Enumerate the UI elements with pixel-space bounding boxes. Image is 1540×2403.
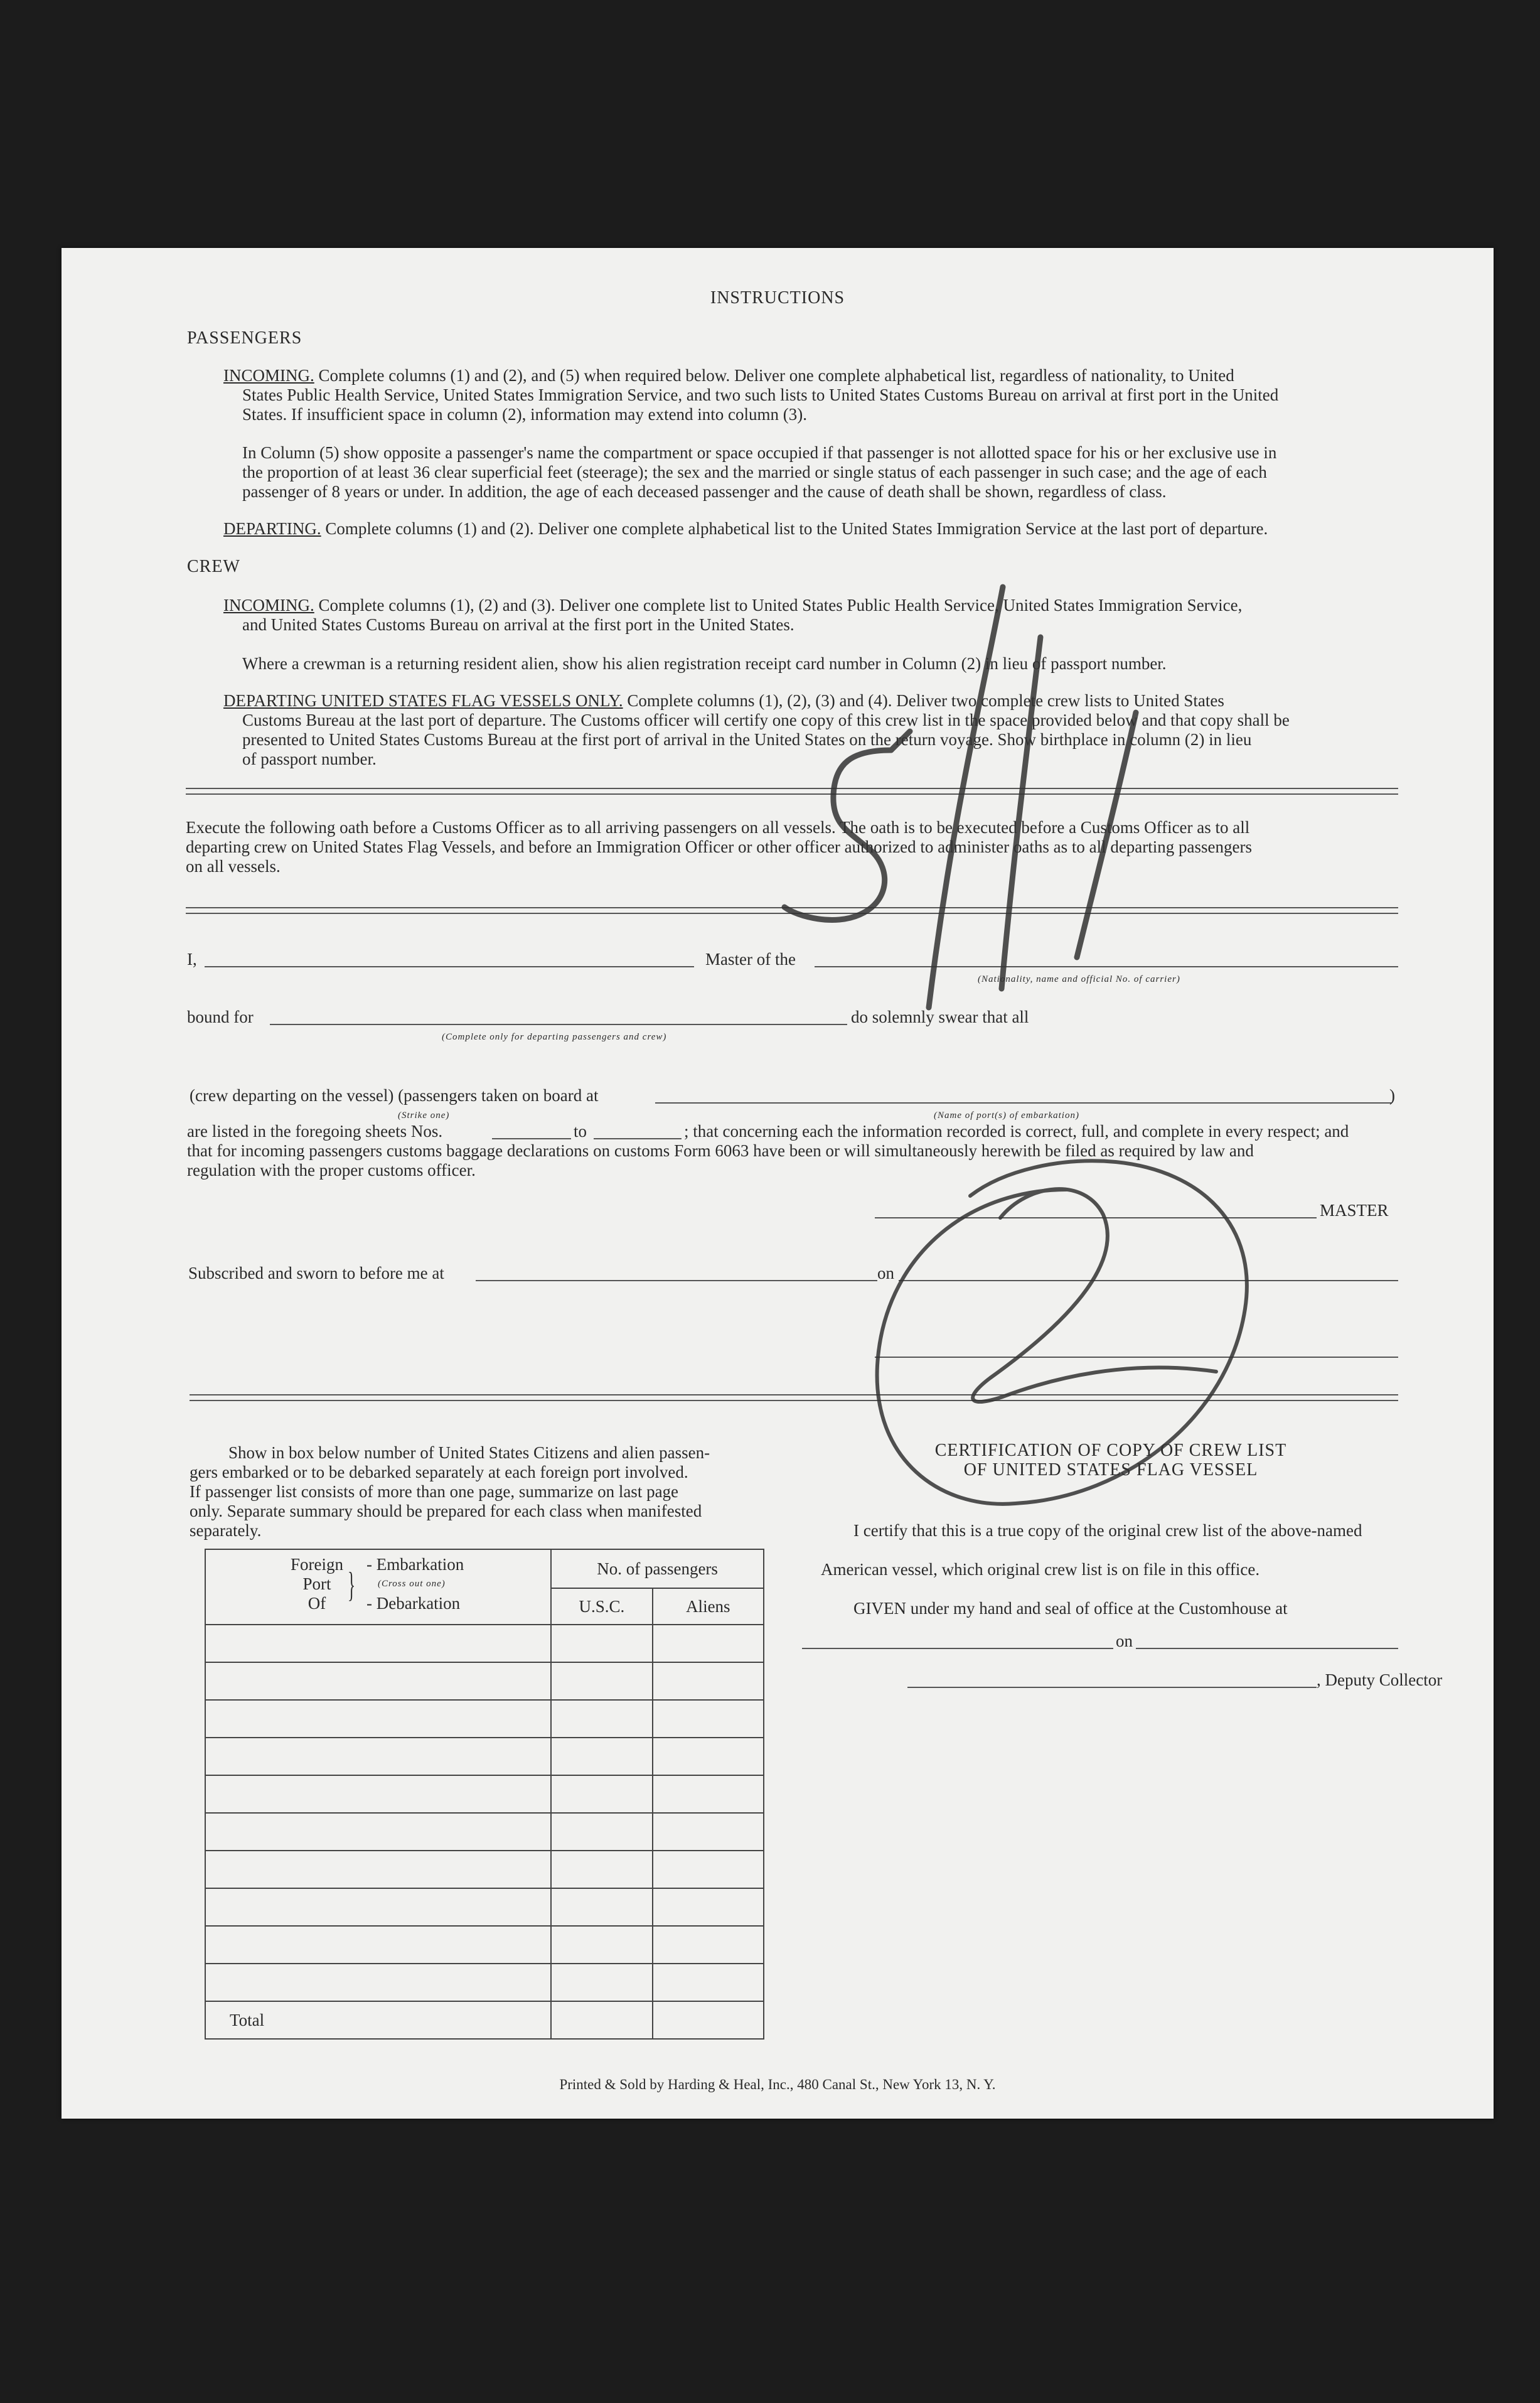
crew-flag-line-3: presented to United States Customs Bureau at the first port of arrival in the United States on the return voyage. Show birthplace in column (2) in lieu: [242, 730, 1252, 749]
certification-title-2: OF UNITED STATES FLAG VESSEL: [963, 1460, 1258, 1480]
port-caption: (Name of port(s) of embarkation): [934, 1110, 1079, 1121]
aliens-header: Aliens: [653, 1588, 764, 1625]
usc-header: U.S.C.: [551, 1588, 652, 1625]
passengers-incoming-line-3: States. If insufficient space in column (2), information may extend into column (3).: [242, 405, 808, 424]
handwriting-overlay: [61, 248, 1494, 2119]
summary-line-4: only. Separate summary should be prepared for each class when manifested: [190, 1502, 702, 1520]
to-label: to: [574, 1122, 587, 1141]
embarkation-option[interactable]: - Embarkation: [366, 1555, 464, 1574]
printer-footer: Printed & Sold by Harding & Heal, Inc., 480 Canal St., New York 13, N. Y.: [559, 2077, 996, 2092]
crew-flag-label: DEPARTING UNITED STATES FLAG VESSELS ONLY.: [223, 691, 623, 710]
cross-out-caption: (Cross out one): [378, 1579, 446, 1589]
bound-for-label: bound for: [187, 1008, 254, 1026]
certification-on-label: on: [1116, 1632, 1133, 1650]
regulation-line: regulation with the proper customs officer.: [187, 1161, 476, 1180]
foreign-label: Foreign: [291, 1555, 343, 1574]
baggage-line: that for incoming passengers customs baggage declarations on customs Form 6063 have been or will simultaneously herewith be filed as required by law and: [187, 1141, 1254, 1160]
port-label: Port: [302, 1574, 331, 1593]
strike-caption: (Strike one): [398, 1110, 450, 1121]
certification-line-3: GIVEN under my hand and seal of office at the Customhouse at: [853, 1599, 1288, 1618]
crew-incoming-line-2: and United States Customs Bureau on arrival at the first port in the United States.: [242, 615, 794, 634]
certification-line-2: American vessel, which original crew list is on file in this office.: [821, 1560, 1260, 1579]
summary-line-2: gers embarked or to be debarked separately at each foreign port involved.: [190, 1463, 688, 1481]
no-of-passengers-header: No. of passengers: [551, 1549, 764, 1588]
bound-for-caption: (Complete only for departing passengers and crew): [442, 1032, 667, 1042]
listed-suffix: ; that concerning each the information recorded is correct, full, and complete in every respect; and: [684, 1122, 1349, 1141]
sheet-number-text: 5/11: [806, 995, 807, 996]
of-label: Of: [307, 1594, 326, 1613]
oath-instruction-line-1: Execute the following oath before a Customs Officer as to all arriving passengers on all vessels. The oath is to be executed before a Customs Officer as to all: [186, 818, 1250, 837]
brace-icon: }: [348, 1566, 356, 1605]
passengers-incoming-line-1: INCOMING. Complete columns (1) and (2), and (5) when required below. Deliver one complete alphabetical list, regardless of nationality, to United: [223, 366, 1234, 385]
summary-line-1: Show in box below number of United States Citizens and alien passen-: [228, 1443, 710, 1462]
listed-prefix: are listed in the foregoing sheets Nos.: [187, 1122, 443, 1141]
subscribed-text: Subscribed and sworn to before me at: [188, 1264, 444, 1282]
column5-line-2: the proportion of at least 36 clear superficial feet (steerage); the sex and the married or single status of each passenger in such case; and the age of each: [242, 463, 1267, 481]
certification-line-1: I certify that this is a true copy of the original crew list of the above-named: [853, 1521, 1362, 1540]
sheet-number-handwriting: [784, 587, 1136, 1008]
oath-i-label: I,: [187, 950, 197, 969]
total-label: Total: [205, 2001, 551, 2039]
column5-line-1: In Column (5) show opposite a passenger's name the compartment or space occupied if that passenger is not allotted space for his or her exclusive use in: [242, 443, 1277, 462]
circled-number-handwriting: [877, 1161, 1247, 1503]
crew-flag-line-1: DEPARTING UNITED STATES FLAG VESSELS ONLY. Complete columns (1), (2), (3) and (4). Deliver two complete crew lists to United States: [223, 691, 1224, 710]
passengers-incoming-line-2: States Public Health Service, United States Immigration Service, and two such lists to United States Customs Bureau on arrival at first port in the United: [242, 385, 1279, 404]
debarkation-option[interactable]: - Debarkation: [366, 1594, 461, 1613]
master-of-the-label: Master of the: [705, 950, 796, 969]
summary-line-3: If passenger list consists of more than one page, summarize on last page: [190, 1482, 679, 1501]
master-label: MASTER: [1320, 1201, 1389, 1220]
document-sheet: [61, 248, 1494, 2119]
crew-resident-alien: Where a crewman is a returning resident alien, show his alien registration receipt card number in Column (2) in lieu of passport number.: [242, 654, 1167, 673]
crew-departing-text: (crew departing on the vessel) (passengers taken on board at: [190, 1086, 599, 1105]
crew-flag-line-2: Customs Bureau at the last port of departure. The Customs officer will certify one copy of this crew list in the space provided below and that copy shall be: [242, 711, 1290, 729]
close-paren: ): [1389, 1086, 1395, 1105]
passengers-heading: PASSENGERS: [187, 328, 302, 348]
page-title: INSTRUCTIONS: [710, 288, 845, 308]
passengers-incoming-label: INCOMING.: [223, 366, 314, 385]
crew-incoming-label: INCOMING.: [223, 596, 314, 615]
oath-instruction-line-3: on all vessels.: [186, 857, 281, 876]
crew-heading: CREW: [187, 557, 240, 576]
summary-line-5: separately.: [190, 1521, 262, 1540]
crew-flag-line-4: of passport number.: [242, 750, 377, 768]
column5-line-3: passenger of 8 years or under. In addition, the age of each deceased passenger and the cause of death shall be shown, regardless of class.: [242, 482, 1167, 501]
deputy-collector-label: , Deputy Collector: [1317, 1670, 1443, 1689]
passengers-departing: DEPARTING. Complete columns (1) and (2). Deliver one complete alphabetical list to the United States Immigration Service at the last port of departure.: [223, 519, 1268, 538]
on-label: on: [877, 1264, 894, 1282]
certification-title-1: CERTIFICATION OF COPY OF CREW LIST: [934, 1441, 1287, 1460]
crew-incoming-line-1: INCOMING. Complete columns (1), (2) and (3). Deliver one complete list to United States Public Health Service, United States Immigration Service,: [223, 596, 1243, 615]
oath-instruction-line-2: departing crew on United States Flag Vessels, and before an Immigration Officer or other officer authorized to administer oaths as to all departing passengers: [186, 837, 1252, 856]
carrier-caption: (Nationality, name and official No. of carrier): [978, 974, 1180, 984]
passengers-departing-label: DEPARTING.: [223, 519, 321, 538]
swear-text: do solemnly swear that all: [851, 1008, 1029, 1026]
